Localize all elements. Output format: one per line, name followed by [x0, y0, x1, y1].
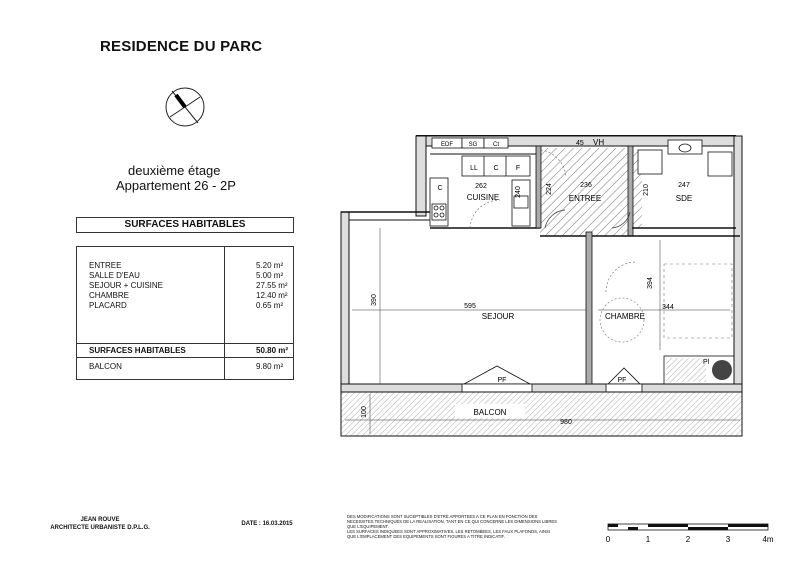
disclaimer — [347, 514, 557, 539]
scale-label: 1 — [645, 535, 651, 544]
balcony — [341, 392, 742, 436]
room-chambre: CHAMBRE — [604, 312, 646, 321]
pf2-label: PF — [617, 377, 627, 384]
svg-text:236: 236 — [580, 182, 592, 189]
architect-title: ARCHITECTE URBANISTE D.P.L.G. — [50, 525, 150, 531]
pl-label: Pl — [703, 359, 710, 366]
svg-text:980: 980 — [560, 419, 572, 426]
vh-label: VH — [593, 138, 605, 147]
disclaimer-2: LES SURFACES INDIQUEES SONT APPROXIMATIVES, LES RETOMBEES, LES FAUX PLAFONDS, AINSI QUE L'EMPLACEMENT DES EQUIPEMENTS SONT FIGURES A TITRE INDICATIF. — [347, 529, 550, 539]
plan-date: DATE : 16.03.2015 — [241, 521, 293, 527]
project-title: RESIDENCE DU PARC — [100, 38, 263, 55]
architect-block — [30, 516, 170, 532]
table-row: SEJOUR + CUISINE 27.55 m² — [89, 281, 288, 290]
room-balcon: BALCON — [473, 408, 507, 417]
svg-text:240: 240 — [515, 186, 522, 198]
surfaces-heading: SURFACES HABITABLES — [76, 217, 294, 233]
apartment-name: Appartement 26 - 2P — [116, 178, 236, 193]
water-heater-icon — [712, 360, 732, 380]
table-row: ENTREE 5.20 m² — [89, 261, 284, 270]
svg-text:595: 595 — [464, 303, 476, 310]
svg-text:344: 344 — [662, 304, 674, 311]
pf1-label: PF — [497, 377, 507, 384]
svg-text:262: 262 — [475, 183, 487, 190]
room-sde: SDE — [675, 194, 693, 203]
total-row: SURFACES HABITABLES 50.80 m² — [89, 346, 289, 355]
disclaimer-1: DES MODIFICATIONS SONT SUCEPTIBLES D'ETRE APPORTEES A CE PLAN EN FONCTION DES NECESSITES TECHNIQUES DE LA REALISATION, TANT EN CE QUI CONCERNE LES DIMENSIONS LIBRES QUE L'EQUIPEMENT. — [347, 514, 557, 529]
scale-label: 3 — [725, 535, 731, 544]
svg-text:394: 394 — [647, 277, 654, 289]
entry-hatch — [540, 148, 632, 236]
room-cuisine: CUISINE — [466, 193, 500, 202]
floor-name: deuxième étage — [128, 163, 221, 178]
c2-label: C — [437, 185, 443, 192]
scale-bar — [600, 520, 780, 550]
svg-text:224: 224 — [546, 183, 553, 195]
f-label: F — [515, 165, 521, 172]
scale-label: 2 — [685, 535, 691, 544]
room-sejour: SEJOUR — [481, 312, 515, 321]
architect-name: JEAN ROUVE — [80, 517, 120, 523]
svg-text:210: 210 — [643, 184, 650, 196]
scale-label: 0 — [605, 535, 611, 544]
table-row: SALLE D'EAU 5.00 m² — [89, 271, 284, 280]
v45-label: 45 — [576, 140, 584, 147]
ll-label: LL — [470, 165, 478, 172]
svg-text:100: 100 — [361, 406, 368, 418]
svg-text:390: 390 — [371, 294, 378, 306]
table-row: PLACARD 0.65 m² — [89, 301, 284, 310]
room-entree: ENTREE — [568, 194, 602, 203]
edf-label: EDF — [441, 142, 453, 148]
table-row: CHAMBRE 12.40 m² — [89, 291, 288, 300]
balcony-row: BALCON 9.80 m² — [89, 362, 284, 371]
svg-text:247: 247 — [678, 182, 690, 189]
sg-label: SG — [468, 142, 478, 148]
ct-label: Ct — [493, 142, 499, 148]
scale-label: 4m — [762, 535, 774, 544]
c1-label: C — [493, 165, 499, 172]
